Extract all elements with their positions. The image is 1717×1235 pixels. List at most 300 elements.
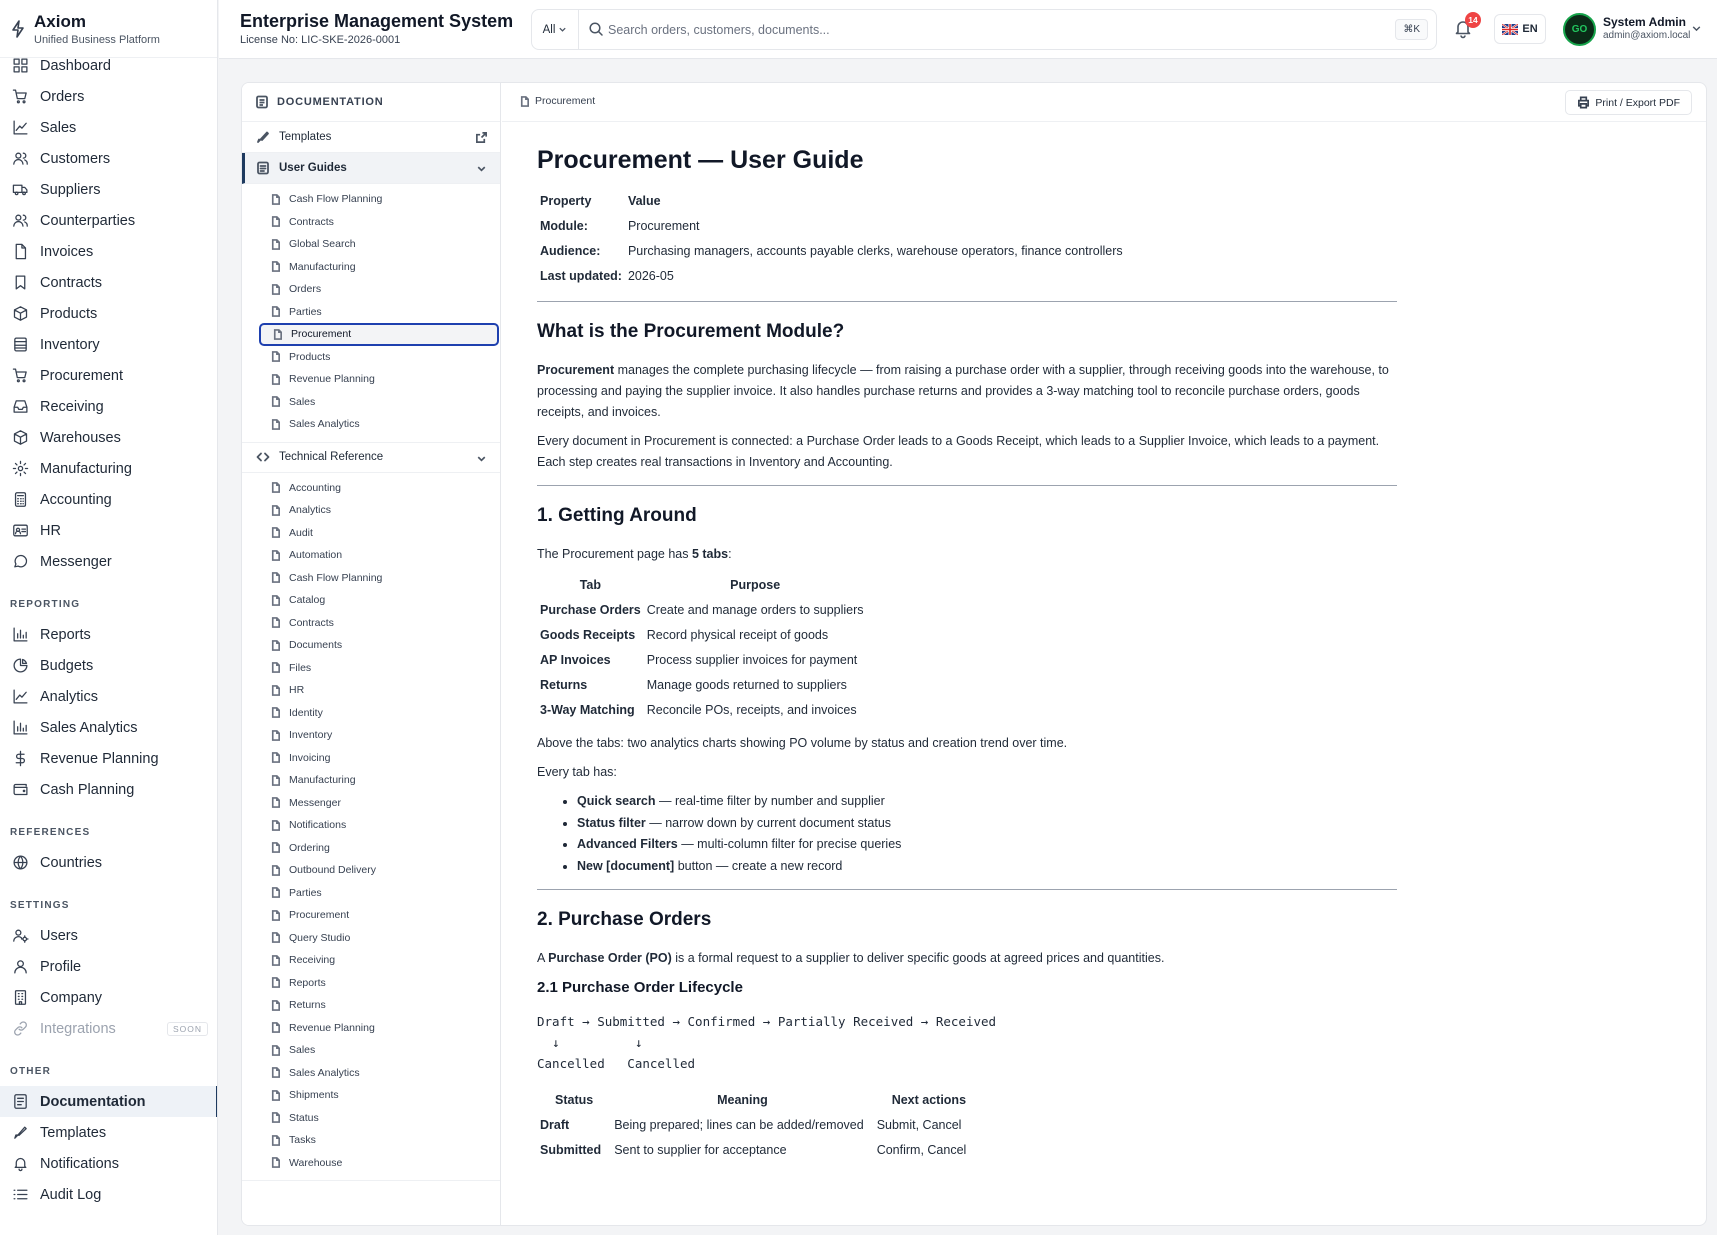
sidebar-item-invoices[interactable] — [0, 236, 218, 267]
doc-link-shipments[interactable] — [259, 1084, 499, 1107]
users-icon — [10, 149, 30, 169]
sidebar-item-suppliers[interactable] — [0, 174, 218, 205]
language-label: EN — [1522, 23, 1538, 35]
doc-link-hr[interactable] — [259, 679, 499, 702]
user-name[interactable]: System Admin — [1603, 15, 1686, 29]
doc-link-label: Status — [289, 1111, 319, 1124]
doc-link-label: Documents — [289, 639, 343, 652]
user-icon — [10, 957, 30, 977]
tabs-table — [537, 573, 867, 723]
sidebar-item-orders[interactable] — [0, 81, 218, 112]
table-cell: Being prepared; lines can be added/removed — [614, 1118, 864, 1132]
file-icon — [270, 419, 289, 430]
doc-title: Procurement — User Guide — [537, 146, 864, 174]
file-icon — [270, 730, 289, 741]
doc-link-label: Ordering — [289, 841, 330, 854]
doc-link-label: HR — [289, 684, 305, 697]
global-search — [531, 9, 1437, 50]
table-header: Tab — [579, 578, 602, 592]
sidebar-item-reports[interactable] — [0, 619, 218, 650]
doc-link-label: Messenger — [289, 796, 341, 809]
table-row — [537, 264, 1126, 289]
documentation-panel — [241, 82, 1707, 1226]
doc-link-label: Sales Analytics — [289, 418, 360, 431]
sidebar-item-label: Accounting — [40, 491, 112, 508]
doc-link-label: Files — [289, 661, 312, 674]
table-cell: Purchasing managers, accounts payable clerks, warehouse operators, finance controllers — [627, 244, 1123, 258]
bold-text: Quick search — [577, 794, 656, 808]
sidebar-item-label: Customers — [40, 150, 111, 167]
file-icon — [270, 572, 289, 583]
print-export-label: Print / Export PDF — [1595, 96, 1680, 109]
table-cell: Draft — [540, 1118, 570, 1132]
docs-nav-title: DOCUMENTATION — [277, 96, 384, 108]
sidebar-item-profile[interactable] — [0, 951, 218, 982]
file-icon — [270, 797, 289, 808]
sidebar-item-notifications[interactable] — [0, 1148, 218, 1179]
document-icon — [256, 161, 270, 175]
sidebar-item-counterparties[interactable] — [0, 205, 218, 236]
uk-flag-icon — [1502, 24, 1518, 35]
calculator-icon — [10, 490, 30, 510]
file-icon — [270, 216, 289, 227]
paragraph: Above the tabs: two analytics charts showing PO volume by status and creation trend over time. — [537, 736, 1068, 750]
sidebar-item-messenger[interactable] — [0, 546, 218, 577]
bookmark-icon — [10, 273, 30, 293]
doc-link-reports[interactable] — [259, 972, 499, 995]
document-icon — [10, 1092, 30, 1112]
doc-link-query-studio[interactable] — [259, 927, 499, 950]
doc-link-label: Contracts — [289, 215, 334, 228]
inbox-icon — [10, 397, 30, 417]
external-link-icon[interactable] — [475, 131, 488, 144]
avatar[interactable]: GO — [1563, 13, 1596, 46]
doc-link-label: Reports — [289, 976, 326, 989]
database-icon — [10, 335, 30, 355]
table-cell: Module: — [540, 219, 588, 233]
doc-link-label: Products — [289, 350, 331, 363]
sidebar-item-label: Messenger — [40, 553, 112, 570]
sidebar-item-budgets[interactable] — [0, 650, 218, 681]
divider — [537, 485, 1397, 486]
doc-link-accounting[interactable] — [259, 477, 499, 500]
doc-link-label: Global Search — [289, 238, 356, 251]
doc-link-receiving[interactable] — [259, 949, 499, 972]
sidebar-item-label: Sales — [40, 119, 77, 136]
user-email: admin@axiom.local — [1603, 30, 1691, 41]
sidebar-item-label: Products — [40, 305, 98, 322]
file-icon — [270, 865, 289, 876]
file-icon — [270, 396, 289, 407]
cart-icon — [10, 366, 30, 386]
table-cell: Create and manage orders to suppliers — [646, 603, 864, 617]
table-row — [537, 623, 867, 648]
chevron-down-icon[interactable] — [475, 162, 488, 175]
doc-link-label: Parties — [289, 886, 322, 899]
sidebar-item-users[interactable] — [0, 920, 218, 951]
doc-link-global-search[interactable] — [259, 233, 499, 256]
sidebar-item-label: Audit Log — [40, 1186, 102, 1203]
sidebar-item-label: Receiving — [40, 398, 104, 415]
doc-link-sales-analytics[interactable] — [259, 1062, 499, 1085]
file-icon — [270, 284, 289, 295]
sidebar-item-warehouses[interactable] — [0, 422, 218, 453]
doc-link-label: Tasks — [289, 1134, 316, 1147]
doc-link-label: Procurement — [291, 328, 352, 341]
doc-link-label: Notifications — [289, 819, 347, 832]
file-icon — [270, 707, 289, 718]
sidebar-section-title: OTHER — [10, 1065, 51, 1077]
text: A — [537, 951, 549, 965]
file-icon — [270, 1157, 289, 1168]
file-icon — [270, 887, 289, 898]
doc-link-audit[interactable] — [259, 522, 499, 545]
bar-chart-icon — [10, 625, 30, 645]
sidebar-item-sales[interactable] — [0, 112, 218, 143]
doc-content — [502, 83, 1707, 1226]
license-number: License No: LIC-SKE-2026-0001 — [240, 34, 401, 46]
doc-link-sales-analytics[interactable] — [259, 413, 499, 436]
doc-link-identity[interactable] — [259, 702, 499, 725]
doc-link-label: Inventory — [289, 729, 333, 742]
sidebar-item-contracts[interactable] — [0, 267, 218, 298]
sidebar-item-label: Integrations — [40, 1020, 116, 1037]
doc-link-tasks[interactable] — [259, 1129, 499, 1152]
file-icon — [270, 351, 289, 362]
file-icon — [10, 242, 30, 262]
sidebar-item-audit-log[interactable] — [0, 1179, 218, 1210]
doc-link-sales[interactable] — [259, 1039, 499, 1062]
table-row — [537, 1113, 984, 1138]
sidebar — [0, 0, 218, 1235]
user-cog-icon — [10, 926, 30, 946]
sidebar-item-accounting[interactable] — [0, 484, 218, 515]
table-row — [537, 673, 867, 698]
text: button — create a new record — [674, 858, 843, 873]
file-icon — [270, 595, 289, 606]
doc-link-status[interactable] — [259, 1107, 499, 1130]
bold-text: Procurement — [537, 363, 615, 377]
file-icon — [270, 1135, 289, 1146]
doc-link-cash-flow-planning[interactable] — [259, 567, 499, 590]
paragraph: Every tab has: — [537, 765, 617, 779]
doc-link-ordering[interactable] — [259, 837, 499, 860]
sidebar-item-label: Countries — [40, 854, 103, 871]
sidebar-item-templates[interactable] — [0, 1117, 218, 1148]
sidebar-item-customers[interactable] — [0, 143, 218, 174]
section-heading: What is the Procurement Module? — [537, 321, 845, 342]
file-icon — [270, 505, 289, 516]
doc-link-procurement[interactable] — [259, 904, 499, 927]
doc-link-label: Cash Flow Planning — [289, 193, 383, 206]
sidebar-item-label: Profile — [40, 958, 82, 975]
doc-link-revenue-planning[interactable] — [259, 368, 499, 391]
doc-link-contracts[interactable] — [259, 211, 499, 234]
sidebar-item-products[interactable] — [0, 298, 218, 329]
text: : — [728, 547, 732, 561]
doc-link-label: Warehouse — [289, 1156, 343, 1169]
doc-link-label: Procurement — [289, 909, 350, 922]
box-icon — [10, 428, 30, 448]
text: is a formal request to a supplier to deliver specific goods at agreed prices and quantities. — [671, 951, 1165, 965]
doc-link-orders[interactable] — [259, 278, 499, 301]
doc-link-returns[interactable] — [259, 994, 499, 1017]
id-card-icon — [10, 521, 30, 541]
sidebar-item-manufacturing[interactable] — [0, 453, 218, 484]
doc-link-files[interactable] — [259, 657, 499, 680]
user-guides-list — [242, 184, 500, 442]
sidebar-item-label: Orders — [40, 88, 85, 105]
list-item — [577, 791, 1397, 813]
doc-link-revenue-planning[interactable] — [259, 1017, 499, 1040]
file-icon — [270, 640, 289, 651]
language-switcher[interactable] — [1494, 14, 1546, 44]
list-item — [577, 856, 1397, 878]
divider — [537, 889, 1397, 890]
doc-link-label: Receiving — [289, 954, 336, 967]
table-cell: Submit, Cancel — [876, 1118, 962, 1132]
search-input[interactable] — [608, 19, 1308, 41]
doc-toolbar — [502, 83, 1707, 122]
file-icon — [270, 1112, 289, 1123]
table-cell: Record physical receipt of goods — [646, 628, 829, 642]
doc-link-catalog[interactable] — [259, 589, 499, 612]
sidebar-item-label: Manufacturing — [40, 460, 132, 477]
text: — narrow down by current document status — [645, 815, 892, 830]
doc-link-procurement[interactable] — [259, 323, 499, 346]
sidebar-item-label: Documentation — [40, 1093, 146, 1110]
table-cell: AP Invoices — [540, 653, 611, 667]
doc-link-label: Sales Analytics — [289, 1066, 360, 1079]
table-header: Value — [627, 194, 661, 208]
file-icon — [270, 775, 289, 786]
bell-icon — [10, 1154, 30, 1174]
file-icon — [270, 617, 289, 628]
doc-link-outbound-delivery[interactable] — [259, 859, 499, 882]
sidebar-item-label: Templates — [40, 1124, 107, 1141]
gear-icon — [10, 459, 30, 479]
table-header: Purpose — [730, 578, 781, 592]
file-icon — [519, 96, 530, 107]
chevron-down-icon[interactable] — [475, 452, 488, 465]
sidebar-item-hr[interactable] — [0, 515, 218, 546]
box-icon — [10, 304, 30, 324]
doc-link-manufacturing[interactable] — [259, 256, 499, 279]
sidebar-item-label: Revenue Planning — [40, 750, 159, 767]
bolt-icon — [10, 20, 26, 38]
properties-table — [537, 189, 1126, 289]
message-icon — [10, 552, 30, 572]
search-scope-select[interactable] — [532, 10, 579, 49]
sidebar-item-procurement[interactable] — [0, 360, 218, 391]
doc-link-inventory[interactable] — [259, 724, 499, 747]
doc-link-parties[interactable] — [259, 882, 499, 905]
doc-link-label: Sales — [289, 395, 316, 408]
table-cell: Procurement — [627, 219, 700, 233]
table-cell: Manage goods returned to suppliers — [646, 678, 847, 692]
doc-link-label: Cash Flow Planning — [289, 571, 383, 584]
file-icon — [270, 752, 289, 763]
status-table — [537, 1088, 984, 1163]
text: — real-time filter by number and supplier — [655, 794, 885, 808]
sidebar-item-countries[interactable] — [0, 847, 218, 878]
doc-link-warehouse[interactable] — [259, 1152, 499, 1175]
chart-line-icon — [10, 118, 30, 138]
file-icon — [270, 820, 289, 831]
sidebar-item-company[interactable] — [0, 982, 218, 1013]
table-cell: Submitted — [540, 1143, 602, 1157]
sidebar-item-label: Reports — [40, 626, 91, 643]
lifecycle-diagram: Draft → Submitted → Confirmed → Partially Received → Received ↓ ↓ Cancelled Cancelled — [537, 1014, 997, 1071]
table-row — [537, 1138, 984, 1163]
doc-link-label: Orders — [289, 283, 322, 296]
breadcrumb — [519, 95, 595, 107]
file-icon — [270, 955, 289, 966]
brand-tagline: Unified Business Platform — [34, 34, 160, 46]
doc-link-documents[interactable] — [259, 634, 499, 657]
app-title: Enterprise Management System — [240, 11, 514, 31]
sidebar-section-title: REFERENCES — [10, 826, 91, 838]
search-scope-label: All — [542, 23, 556, 36]
sidebar-item-label: Counterparties — [40, 212, 136, 229]
doc-link-products[interactable] — [259, 346, 499, 369]
link-icon — [10, 1019, 30, 1039]
docs-group-label: Technical Reference — [279, 451, 384, 463]
sidebar-item-cash-planning[interactable] — [0, 774, 218, 805]
sidebar-item-label: Users — [40, 927, 78, 944]
paragraph — [537, 948, 1397, 969]
table-row — [537, 239, 1126, 264]
sidebar-item-label: Inventory — [40, 336, 100, 353]
file-icon — [270, 261, 289, 272]
file-icon — [270, 1090, 289, 1101]
sidebar-item-label: Budgets — [40, 657, 94, 674]
soon-badge: SOON — [167, 1022, 208, 1036]
bold-text: Advanced Filters — [577, 837, 678, 851]
docs-navigation — [242, 83, 501, 1226]
table-row — [537, 598, 867, 623]
subsection-heading: 2.1 Purchase Order Lifecycle — [537, 979, 743, 996]
file-icon — [270, 685, 289, 696]
file-icon — [270, 306, 289, 317]
building-icon — [10, 988, 30, 1008]
doc-link-parties[interactable] — [259, 301, 499, 324]
doc-link-automation[interactable] — [259, 544, 499, 567]
table-cell: Audience: — [540, 244, 601, 258]
doc-link-cash-flow-planning[interactable] — [259, 188, 499, 211]
file-icon — [270, 1045, 289, 1056]
doc-link-label: Shipments — [289, 1089, 339, 1102]
file-icon — [272, 329, 291, 340]
table-header: Property — [540, 194, 592, 208]
dollar-icon — [10, 749, 30, 769]
doc-link-messenger[interactable] — [259, 792, 499, 815]
table-cell: Purchase Orders — [540, 603, 641, 617]
breadcrumb-current: Procurement — [535, 95, 596, 107]
docs-group-user-guides[interactable] — [242, 153, 500, 184]
chevron-down-icon — [558, 25, 567, 34]
paragraph — [537, 360, 1397, 423]
doc-link-label: Contracts — [289, 616, 334, 629]
print-export-button[interactable] — [1565, 90, 1692, 115]
sidebar-item-documentation[interactable] — [0, 1086, 218, 1117]
sidebar-item-label: Notifications — [40, 1155, 119, 1172]
text: The Procurement page has — [537, 547, 692, 561]
table-cell: Confirm, Cancel — [876, 1143, 967, 1157]
bold-text: Status filter — [577, 815, 646, 830]
file-icon — [270, 977, 289, 988]
file-icon — [270, 1067, 289, 1078]
table-cell: Sent to supplier for acceptance — [614, 1143, 787, 1157]
bold-text: New [document] — [577, 858, 675, 873]
table-cell: 2026-05 — [627, 269, 674, 283]
doc-link-label: Analytics — [289, 504, 332, 517]
file-icon — [270, 1022, 289, 1033]
doc-link-label: Manufacturing — [289, 260, 356, 273]
dashboard-icon — [10, 56, 30, 76]
table-row — [537, 648, 867, 673]
text: manages the complete purchasing lifecycle — from raising a purchase order with a supplier, through receiving goods into the warehouse, to processing and paying the supplier invoice. It also handles purchase returns and provides a 3-way matching tool to reconcile purchase orders, goods receipts, and invoices. — [537, 363, 1389, 419]
file-icon — [270, 910, 289, 921]
doc-link-notifications[interactable] — [259, 814, 499, 837]
sidebar-item-revenue-planning[interactable] — [0, 743, 218, 774]
chevron-down-icon[interactable] — [1691, 23, 1702, 34]
text: — multi-column filter for precise queries — [677, 837, 902, 851]
table-cell: Reconcile POs, receipts, and invoices — [646, 703, 857, 717]
table-cell: Last updated: — [540, 269, 622, 283]
paragraph: Every document in Procurement is connected: a Purchase Order leads to a Goods Receipt, which leads to a Supplier Invoice, which leads to a payment. Each step creates real transactions in Inventory and Accounting. — [537, 434, 1380, 469]
docs-group-technical-reference[interactable] — [242, 442, 500, 473]
list-item — [577, 834, 1397, 856]
sidebar-section-title: SETTINGS — [10, 899, 70, 911]
table-cell: Goods Receipts — [540, 628, 636, 642]
docs-group-templates[interactable] — [242, 122, 500, 153]
list-item — [577, 813, 1397, 835]
users-icon — [10, 211, 30, 231]
sidebar-item-label: Cash Planning — [40, 781, 135, 798]
docs-group-label: User Guides — [279, 162, 347, 174]
file-icon — [270, 482, 289, 493]
bar-chart-icon — [10, 718, 30, 738]
sidebar-item-label: Procurement — [40, 367, 124, 384]
top-header — [219, 0, 1717, 59]
paragraph — [537, 544, 1397, 565]
table-header: Meaning — [717, 1093, 768, 1107]
sidebar-item-sales-analytics[interactable] — [0, 712, 218, 743]
sidebar-item-inventory[interactable] — [0, 329, 218, 360]
doc-link-analytics[interactable] — [259, 499, 499, 522]
doc-link-label: Audit — [289, 526, 313, 539]
sidebar-item-label: Company — [40, 989, 103, 1006]
sidebar-item-receiving[interactable] — [0, 391, 218, 422]
sidebar-item-label: Invoices — [40, 243, 94, 260]
doc-link-label: Revenue Planning — [289, 373, 375, 386]
table-header: Next actions — [891, 1093, 967, 1107]
doc-link-sales[interactable] — [259, 391, 499, 414]
file-icon — [270, 194, 289, 205]
sidebar-item-integrations[interactable] — [0, 1013, 218, 1044]
brand[interactable] — [0, 0, 218, 58]
doc-link-invoicing[interactable] — [259, 747, 499, 770]
doc-link-label: Accounting — [289, 481, 341, 494]
sidebar-item-analytics[interactable] — [0, 681, 218, 712]
doc-link-manufacturing[interactable] — [259, 769, 499, 792]
table-header: Status — [555, 1093, 594, 1107]
bold-text: 5 tabs — [691, 547, 729, 561]
notifications-count-badge: 14 — [1465, 12, 1481, 28]
document-icon — [255, 95, 269, 109]
doc-link-contracts[interactable] — [259, 612, 499, 635]
